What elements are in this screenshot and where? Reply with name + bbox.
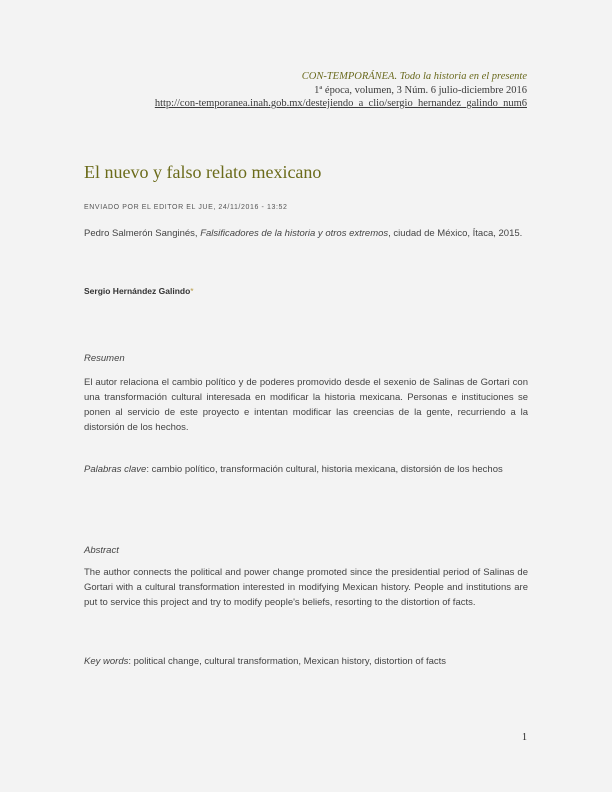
book-reference xyxy=(84,226,528,241)
journal-title: CON-TEMPORÁNEA. Todo la historia en el presente xyxy=(301,71,527,82)
key-words-text: : political change, cultural transformation, Mexican history, distortion of facts xyxy=(128,656,447,667)
reference-author: Pedro Salmerón Sanginés, xyxy=(84,228,198,239)
article-title: El nuevo y falso relato mexicano xyxy=(84,162,322,182)
article-author xyxy=(84,286,194,296)
journal-header xyxy=(87,70,527,111)
abstract-text: The author connects the political and power change promoted since the presidential period of Salinas de Gortari with a cultural transformation interested in modifying Mexican history. People and institutions are put to service this project and try to modify people's beliefs, resorting to the distortion of facts. xyxy=(84,567,528,608)
resumen-text: El autor relaciona el cambio político y de poderes promovido desde el sexenio de Salinas de Gortari con una transformación cultural interesada en modificar la historia mexicana. Personas e instituciones se ponen al servicio de este proyecto e intentan modificar las creencias de la gente, recurriendo a la distorsión de los hechos. xyxy=(84,377,528,433)
palabras-clave-label: Palabras clave xyxy=(84,464,147,475)
article-url-link[interactable]: http://con-temporanea.inah.gob.mx/destejiendo_a_clio/sergio_hernandez_galindo_num6 xyxy=(154,98,527,109)
palabras-clave xyxy=(84,462,528,477)
reference-publisher: , ciudad de México, Ítaca, 2015. xyxy=(388,228,523,239)
reference-book-title: Falsificadores de la historia y otros extremos xyxy=(200,228,389,239)
resumen-label: Resumen xyxy=(84,353,125,364)
page-number: 1 xyxy=(522,732,527,743)
palabras-clave-text: : cambio político, transformación cultural, historia mexicana, distorsión de los hechos xyxy=(146,464,503,475)
author-name: Sergio Hernández Galindo xyxy=(84,286,191,296)
key-words xyxy=(84,654,528,669)
key-words-label: Key words xyxy=(84,656,129,667)
posted-by-line: ENVIADO POR EL EDITOR EL JUE, 24/11/2016 - 13:52 xyxy=(84,204,288,211)
abstract-label: Abstract xyxy=(84,545,119,556)
journal-issue: 1ª época, volumen, 3 Núm. 6 julio-diciembre 2016 xyxy=(314,84,527,96)
author-footnote-mark[interactable]: * xyxy=(190,286,194,296)
